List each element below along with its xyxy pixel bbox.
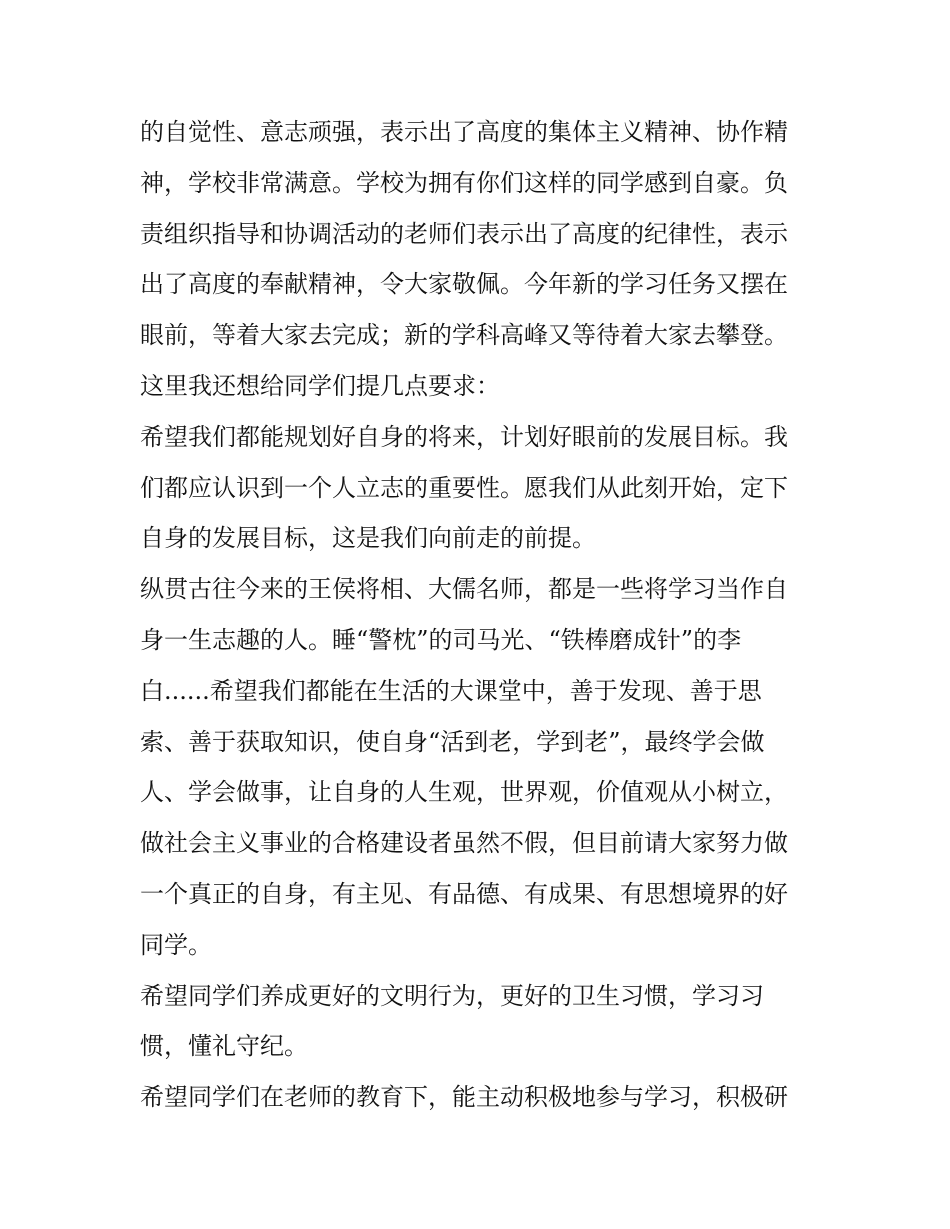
text-line: 白......希望我们都能在生活的大课堂中，善于发现、善于思 bbox=[140, 676, 762, 705]
body-text bbox=[140, 107, 820, 1123]
text-line: 人、学会做事，让自身的人生观，世界观，价值观从小树立， bbox=[140, 778, 788, 807]
text-line: 希望我们都能规划好自身的将来，计划好眼前的发展目标。我 bbox=[140, 422, 788, 451]
text-line: 索、善于获取知识，使自身“活到老，学到老”，最终学会做 bbox=[140, 727, 765, 756]
text-line: 身一生志趣的人。睡“警枕”的司马光、“铁棒磨成针”的李 bbox=[140, 625, 742, 654]
text-line: 自身的发展目标，这是我们向前走的前提。 bbox=[140, 524, 596, 553]
text-line: 同学。 bbox=[140, 930, 212, 959]
text-line: 神，学校非常满意。学校为拥有你们这样的同学感到自豪。负 bbox=[140, 168, 788, 197]
text-line: 做社会主义事业的合格建设者虽然不假，但目前请大家努力做 bbox=[140, 829, 788, 858]
text-line: 这里我还想给同学们提几点要求： bbox=[140, 371, 500, 400]
text-line: 一个真正的自身，有主见、有品德、有成果、有思想境界的好 bbox=[140, 879, 788, 908]
text-line: 纵贯古往今来的王侯将相、大儒名师，都是一些将学习当作自 bbox=[140, 575, 788, 604]
text-line: 希望同学们在老师的教育下，能主动积极地参与学习，积极研 bbox=[140, 1083, 788, 1112]
text-line: 们都应认识到一个人立志的重要性。愿我们从此刻开始，定下 bbox=[140, 473, 788, 502]
text-line: 出了高度的奉献精神，令大家敬佩。今年新的学习任务又摆在 bbox=[140, 270, 788, 299]
text-line: 的自觉性、意志顽强，表示出了高度的集体主义精神、协作精 bbox=[140, 118, 788, 146]
text-line: 责组织指导和协调活动的老师们表示出了高度的纪律性，表示 bbox=[140, 219, 788, 248]
text-line: 眼前，等着大家去完成；新的学科高峰又等待着大家去攀登。 bbox=[140, 321, 788, 350]
text-line: 惯，懂礼守纪。 bbox=[140, 1032, 308, 1061]
text-line: 希望同学们养成更好的文明行为，更好的卫生习惯，学习习 bbox=[140, 981, 764, 1010]
